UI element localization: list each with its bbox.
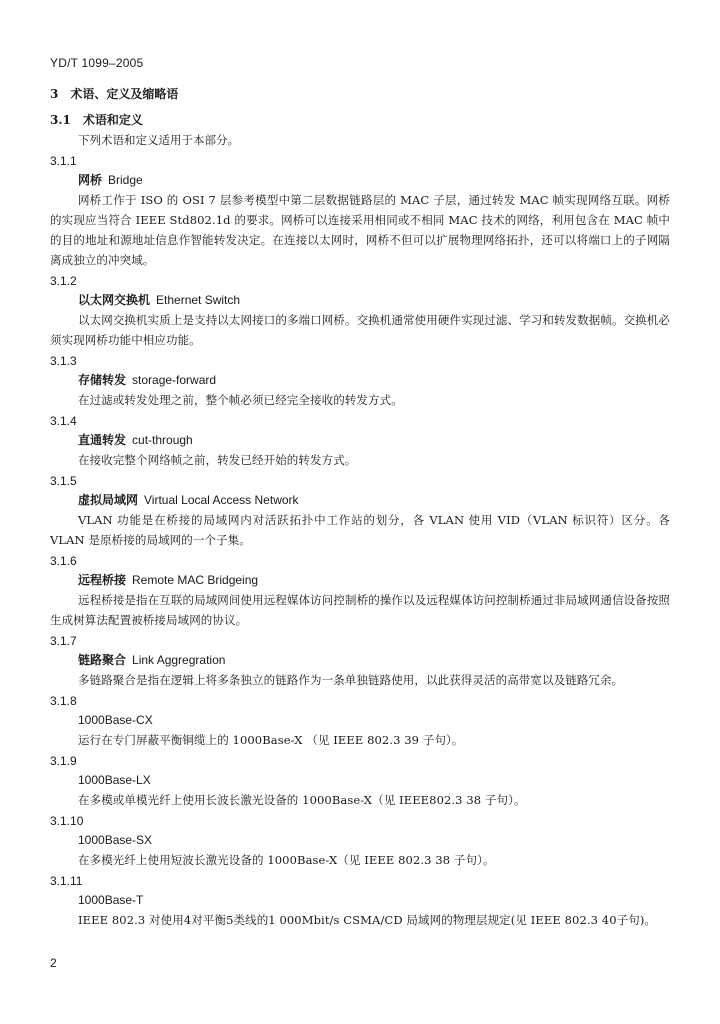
section-title: 3 术语、定义及缩略语 xyxy=(50,87,179,101)
term-definition: 网桥工作于 ISO 的 OSI 7 层参考模型中第二层数据链路层的 MAC 子层，通过转发 MAC 帧实现网络互联。网桥的实现应当符合 IEEE Std802.1d 的要求。网桥可以连接采用相同或不相同 MAC 技术的网络，利用包含在 MAC 帧中的目的地址和源地址信息作智能转发决定。在连接以太网时，网桥不但可以扩展物理网络拓扑，还可以将端口上的子网隔离成独立的冲突域。 xyxy=(50,193,670,267)
term-heading xyxy=(50,891,670,910)
term-heading xyxy=(50,291,670,310)
clause xyxy=(50,472,670,550)
clause-number: 3.1.7 xyxy=(50,634,77,648)
clause-number: 3.1.11 xyxy=(50,874,83,888)
clause-number: 3.1.5 xyxy=(50,474,77,488)
term-english: Remote MAC Bridgeing xyxy=(132,573,259,587)
term-definition: 在过滤或转发处理之前，整个帧必须已经完全接收的转发方式。 xyxy=(78,393,403,407)
term-definition: 运行在专门屏蔽平衡铜缆上的 1000Base-X （见 IEEE 802.3 39 子句）。 xyxy=(78,733,464,747)
document-id-header: YD/T 1099–2005 xyxy=(50,56,144,70)
term-chinese: 网桥 xyxy=(78,173,103,187)
clause xyxy=(50,352,670,410)
term-chinese: 存储转发 xyxy=(78,373,127,387)
term-heading xyxy=(50,371,670,390)
subsection-title: 3.1 术语和定义 xyxy=(50,113,143,127)
term-heading xyxy=(50,651,670,670)
page-number: 2 xyxy=(50,956,57,970)
clause xyxy=(50,812,670,870)
term-chinese: 虚拟局域网 xyxy=(78,493,139,507)
term-definition: 在多模或单模光纤上使用长波长激光设备的 1000Base-X（见 IEEE802.3 38 子句）。 xyxy=(78,793,526,807)
clause-number: 3.1.4 xyxy=(50,414,77,428)
term-definition: 多链路聚合是指在逻辑上将多条独立的链路作为一条单独链路使用，以此获得灵活的高带宽以及链路冗余。 xyxy=(78,673,624,687)
term-heading xyxy=(50,571,670,590)
term-english: Bridge xyxy=(108,173,143,187)
term-chinese: 链路聚合 xyxy=(78,653,127,667)
term-english: 1000Base-SX xyxy=(78,833,153,847)
clause xyxy=(50,152,670,270)
term-english: Ethernet Switch xyxy=(156,293,241,307)
term-definition: IEEE 802.3 对使用4对平衡5类线的1 000Mbit/s CSMA/CD 局域网的物理层规定(见 IEEE 802.3 40子句)。 xyxy=(78,913,657,927)
term-english: 1000Base-CX xyxy=(78,713,153,727)
term-english: Virtual Local Access Network xyxy=(144,493,299,507)
document-body xyxy=(50,84,670,930)
term-heading xyxy=(50,711,670,730)
term-definition: 远程桥接是指在互联的局域网间使用远程媒体访问控制桥的操作以及远程媒体访问控制桥通过非局域网通信设备按照生成树算法配置被桥接局域网的协议。 xyxy=(50,593,670,627)
clause-number: 3.1.2 xyxy=(50,274,77,288)
term-english: 1000Base-T xyxy=(78,893,144,907)
term-chinese: 以太网交换机 xyxy=(78,293,151,307)
clause-number: 3.1.6 xyxy=(50,554,77,568)
term-heading xyxy=(50,491,670,510)
term-english: storage-forward xyxy=(132,373,217,387)
term-definition: 在接收完整个网络帧之前，转发已经开始的转发方式。 xyxy=(78,453,357,467)
clause xyxy=(50,552,670,630)
clause xyxy=(50,412,670,470)
clause xyxy=(50,752,670,810)
clause-number: 3.1.10 xyxy=(50,814,84,828)
clause-number: 3.1.1 xyxy=(50,154,77,168)
clause-number: 3.1.9 xyxy=(50,754,77,768)
subsection-intro: 下列术语和定义适用于本部分。 xyxy=(78,133,239,147)
clause-number: 3.1.3 xyxy=(50,354,77,368)
term-english: 1000Base-LX xyxy=(78,773,151,787)
term-english: cut-through xyxy=(132,433,193,447)
clause xyxy=(50,872,670,930)
term-heading xyxy=(50,431,670,450)
term-definition: VLAN 功能是在桥接的局域网内对活跃拓扑中工作站的划分，各 VLAN 使用 VID（VLAN 标识符）区分。各 VLAN 是原桥接的局域网的一个子集。 xyxy=(50,513,670,547)
clause-number: 3.1.8 xyxy=(50,694,77,708)
term-chinese: 远程桥接 xyxy=(78,573,127,587)
term-chinese: 直通转发 xyxy=(78,433,127,447)
clause xyxy=(50,272,670,350)
term-heading xyxy=(50,771,670,790)
clause xyxy=(50,632,670,690)
clause xyxy=(50,692,670,750)
term-heading xyxy=(50,171,670,190)
term-definition: 以太网交换机实质上是支持以太网接口的多端口网桥。交换机通常使用硬件实现过滤、学习和转发数据帧。交换机必须实现网桥功能中相应功能。 xyxy=(50,313,670,347)
term-definition: 在多模光纤上使用短波长激光设备的 1000Base-X（见 IEEE 802.3 38 子句）。 xyxy=(78,853,495,867)
term-heading xyxy=(50,831,670,850)
term-english: Link Aggregration xyxy=(132,653,226,667)
